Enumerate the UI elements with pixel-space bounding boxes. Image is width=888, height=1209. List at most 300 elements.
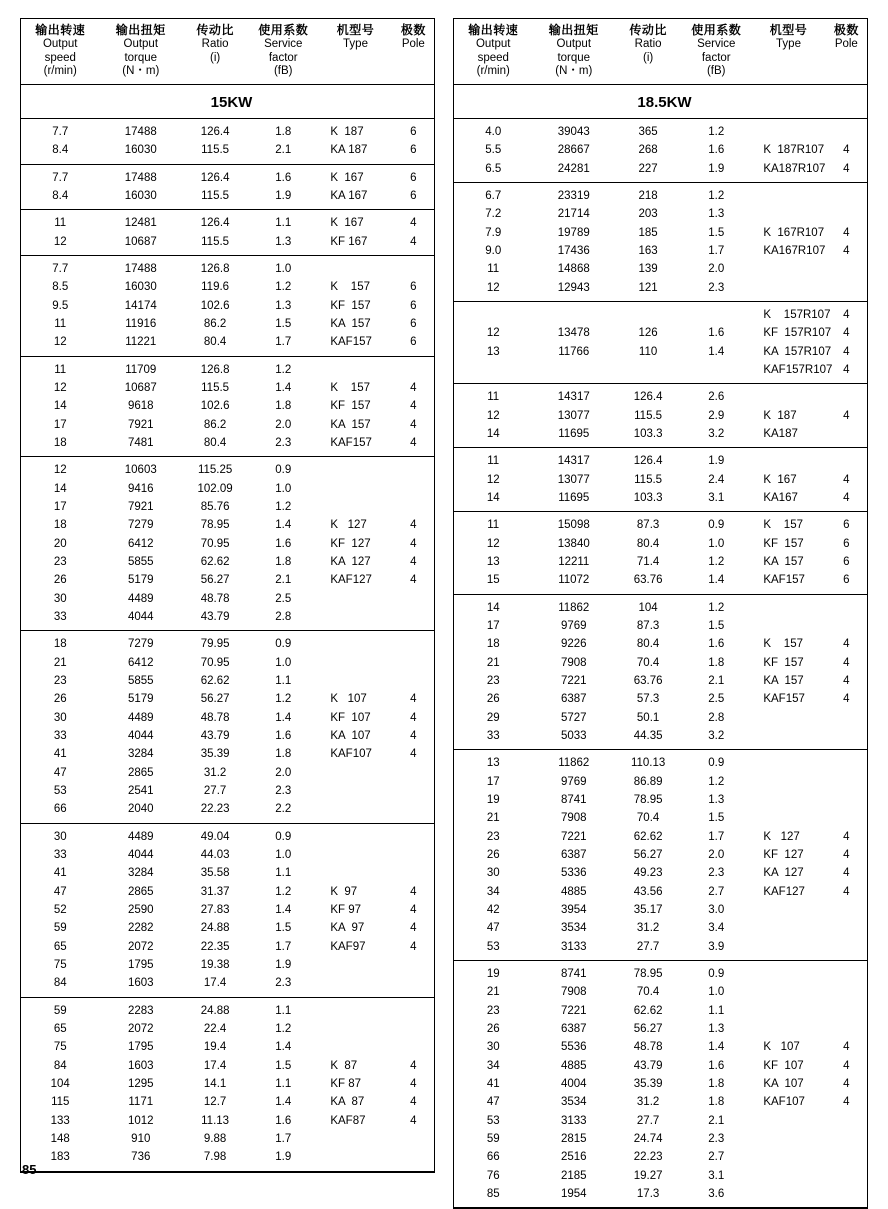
cell-service-factor: 1.6 [275,171,292,184]
cell-output-speed: 6.7 [485,190,502,203]
cell-output-torque: 4489 [127,830,154,843]
cell-output-speed: 30 [486,867,500,880]
cell-output-speed: 33 [53,848,67,861]
cell-output-speed: 11 [487,455,500,468]
cell-ratio: 103.3 [615,425,681,448]
cell-output-speed: 7.9 [485,226,502,239]
cell-output-speed: 47 [486,922,500,935]
cell-type [751,594,825,617]
right-table-container [453,18,868,1209]
table-row [21,938,434,956]
cell-pole: 4 [410,556,417,569]
table-row [454,512,867,535]
cell-ratio: 31.2 [636,1096,660,1109]
cell-pole: 4 [843,345,850,358]
cell-output-speed: 29 [486,711,500,724]
cell-service-factor: 1.3 [275,299,292,312]
cell-pole [826,1002,867,1020]
cell-output-torque: 4044 [127,729,154,742]
header-en-line1: Ratio [634,38,662,51]
table-row [454,901,867,919]
cell-type: KF 107 [330,711,371,724]
cell-service-factor: 2.8 [708,711,725,724]
cell-type: K 107 [763,1041,800,1054]
cell-output-speed: 12 [53,464,67,477]
table-row [454,425,867,448]
cell-ratio: 43.79 [633,1059,663,1072]
cell-output-torque: 6387 [560,693,587,706]
cell-output-speed: 18 [486,638,500,651]
cell-output-speed: 84 [53,1059,67,1072]
cell-output-torque: 17488 [124,263,157,276]
cell-service-factor: 1.2 [708,601,725,614]
table-row [21,535,434,553]
cell-output-speed: 7.2 [485,208,502,221]
table-row [21,883,434,901]
cell-ratio: 70.95 [200,656,230,669]
cell-type: KAF107 [763,1096,805,1109]
cell-type [318,864,392,882]
cell-type [751,791,825,809]
cell-ratio: 71.4 [636,556,660,569]
cell-service-factor: 1.9 [708,455,725,468]
table-row [21,480,434,498]
cell-service-factor: 1.6 [275,1114,292,1127]
cell-pole: 4 [826,361,867,384]
cell-ratio: 104 [638,601,658,614]
cell-output-torque: 2072 [127,1022,154,1035]
cell-ratio: 57.3 [636,693,660,706]
table-row [21,974,434,997]
cell-output-torque: 11695 [532,425,615,448]
cell-pole [826,279,867,302]
cell-pole: 4 [826,160,867,183]
cell-pole: 4 [843,1077,850,1090]
cell-output-speed [454,361,532,384]
cell-output-speed: 42 [486,903,500,916]
cell-pole [393,608,434,631]
cell-service-factor: 1.5 [708,620,725,633]
header-service-factor [248,19,318,84]
cell-pole: 4 [843,656,850,669]
cell-service-factor: 1.4 [275,903,292,916]
cell-service-factor: 1.8 [275,556,292,569]
cell-type [751,1112,825,1130]
cell-pole: 4 [843,1096,850,1109]
cell-pole: 4 [843,867,850,880]
table-row [454,1130,867,1148]
header-unit: (fB) [273,65,293,78]
cell-type: KA 157R107 [763,345,832,358]
cell-service-factor: 2.3 [708,867,725,880]
cell-pole [393,654,434,672]
table-row [21,164,434,187]
cell-pole: 4 [410,922,417,935]
cell-output-torque: 8741 [560,967,587,980]
cell-type [318,654,392,672]
cell-pole: 4 [410,382,417,395]
cell-type: KA 107 [763,1077,804,1090]
cell-ratio: 102.09 [197,482,233,495]
cell-output-torque: 736 [99,1148,182,1171]
cell-pole [826,960,867,983]
cell-pole [393,672,434,690]
cell-output-speed: 15 [454,571,532,594]
cell-ratio: 31.2 [203,766,227,779]
table-row [21,800,434,823]
cell-pole [393,864,434,882]
cell-ratio: 56.27 [633,1022,663,1035]
cell-type: KAF157R107 [751,361,825,384]
cell-service-factor: 1.2 [275,281,292,294]
cell-ratio: 31.2 [636,922,660,935]
cell-output-torque: 2865 [127,885,154,898]
header-output-torque [99,19,182,84]
cell-pole [826,1148,867,1166]
header-cn-label: 传动比 [629,23,667,37]
cell-type [751,960,825,983]
cell-output-speed: 7.7 [52,126,69,139]
cell-type: KA187R107 [751,160,825,183]
header-en-line1: Output [123,38,159,51]
cell-output-speed: 85 [454,1185,532,1208]
cell-service-factor: 1.2 [708,775,725,788]
cell-service-factor: 1.0 [708,986,725,999]
cell-pole: 4 [843,848,850,861]
cell-type: K 187 [330,126,364,139]
cell-pole: 4 [843,830,850,843]
table-row [454,750,867,773]
cell-service-factor: 1.7 [275,940,292,953]
cell-service-factor: 1.0 [275,848,292,861]
cell-pole [393,956,434,974]
cell-service-factor: 0.9 [708,967,725,980]
table-row [21,1020,434,1038]
cell-type: KAF87 [330,1114,366,1127]
cell-ratio: 22.35 [200,940,230,953]
header-en-line1: Output [42,38,78,51]
cell-pole: 6 [410,299,417,312]
cell-type [318,956,392,974]
cell-service-factor: 2.2 [248,800,318,823]
two-column-layout [20,18,868,1209]
cell-ratio: 17.4 [182,974,248,997]
table-row [454,938,867,961]
table-row [21,690,434,708]
table-row [21,823,434,846]
header-cn-label: 传动比 [196,23,234,37]
cell-pole [393,631,434,654]
cell-output-speed: 23 [486,675,500,687]
header-en-line1: Ratio [201,38,229,51]
table-row [454,983,867,1001]
cell-type: K 167 [330,171,364,184]
cell-pole: 4 [843,309,850,322]
cell-output-speed: 30 [53,711,67,724]
cell-output-torque: 12481 [124,217,157,230]
cell-output-torque: 7221 [560,830,587,843]
cell-ratio: 19.38 [200,958,230,971]
cell-ratio: 119.6 [201,281,230,294]
cell-ratio: 49.04 [200,830,230,843]
cell-service-factor: 2.3 [248,974,318,997]
table-row [454,535,867,553]
cell-type [318,608,392,631]
table-row [21,356,434,379]
table-row [454,343,867,361]
cell-pole [393,1038,434,1056]
header-cn-label: 极数 [833,23,859,37]
cell-service-factor: 1.2 [708,556,725,569]
cell-ratio: 63.76 [615,571,681,594]
cell-type: K 107 [330,693,367,706]
cell-output-speed: 6.5 [454,160,532,183]
cell-ratio: 70.4 [636,986,660,999]
cell-pole: 4 [410,1077,417,1090]
cell-ratio: 11.13 [201,1114,230,1127]
table-row [454,302,867,325]
cell-output-torque: 5179 [127,574,154,587]
cell-output-torque: 1012 [127,1114,154,1127]
table-row [21,516,434,534]
cell-type: KF 167 [318,233,392,256]
cell-output-speed: 34 [486,885,500,898]
cell-ratio: 115.25 [197,464,233,477]
cell-output-speed: 30 [53,592,67,605]
cell-type: KAF107 [330,748,372,761]
cell-output-torque: 7921 [127,418,154,431]
cell-service-factor: 2.1 [708,675,725,687]
cell-type [751,617,825,635]
cell-ratio: 102.6 [200,400,230,413]
cell-service-factor: 3.6 [681,1185,751,1208]
cell-pole [826,983,867,1001]
cell-output-speed: 47 [53,885,67,898]
table-row [21,997,434,1020]
cell-type: KA 87 [330,1096,365,1109]
table-row [454,553,867,571]
cell-output-torque [532,302,615,325]
cell-service-factor: 3.1 [681,489,751,512]
cell-ratio: 35.39 [633,1077,663,1090]
cell-service-factor: 1.2 [275,501,292,514]
header-unit: (r/min) [476,65,510,78]
cell-output-speed: 12 [486,473,500,486]
cell-output-speed [454,302,532,325]
cell-output-speed: 34 [486,1059,500,1072]
cell-pole [826,938,867,961]
cell-output-speed: 14 [53,400,67,413]
cell-output-torque: 11221 [99,333,182,356]
table-row [454,141,867,159]
cell-output-speed: 76 [486,1169,500,1182]
cell-output-speed: 19 [486,967,500,980]
cell-pole: 4 [393,434,434,457]
cell-output-torque: 2283 [127,1004,154,1017]
cell-output-speed: 17 [53,418,67,431]
table-row [454,654,867,672]
cell-output-torque: 2516 [560,1151,587,1164]
cell-type [751,1148,825,1166]
cell-output-speed: 66 [21,800,99,823]
cell-pole [393,1148,434,1171]
table-row [454,672,867,690]
cell-pole: 4 [843,226,850,239]
cell-service-factor: 1.5 [275,318,292,331]
cell-output-torque: 4489 [127,711,154,724]
power-rating-label: 18.5KW [454,84,867,118]
cell-pole: 4 [843,638,850,651]
cell-ratio: 80.4 [636,638,660,651]
table-row [454,791,867,809]
cell-service-factor: 1.4 [708,1041,725,1054]
header-en-line2: factor [701,51,731,64]
cell-service-factor: 1.8 [275,748,292,761]
cell-output-torque: 4885 [560,1059,587,1072]
cell-type [751,727,825,750]
cell-ratio: 48.78 [200,592,230,605]
cell-service-factor: 2.5 [275,592,292,605]
cell-pole [826,617,867,635]
cell-ratio: 27.7 [203,784,227,797]
cell-ratio: 126.4 [200,217,230,230]
table-row [21,571,434,589]
cell-output-torque: 21714 [557,208,590,221]
table-row [454,1038,867,1056]
cell-output-speed: 17 [486,775,500,788]
table-row [454,571,867,594]
cell-output-torque: 3133 [560,1114,587,1127]
cell-pole [826,448,867,471]
cell-output-torque: 12943 [532,279,615,302]
cell-type [751,448,825,471]
cell-output-speed: 53 [454,938,532,961]
cell-ratio: 78.95 [200,519,230,532]
cell-service-factor: 2.3 [248,434,318,457]
cell-ratio: 87.3 [636,519,660,532]
cell-output-torque: 1795 [127,1041,154,1054]
cell-type: KA 97 [330,922,365,935]
cell-type: KA 187 [318,141,392,164]
cell-output-speed: 52 [53,903,67,916]
header-unit: (N・m) [122,65,160,78]
cell-service-factor: 1.4 [708,345,725,358]
cell-output-speed: 4.0 [485,126,502,139]
cell-output-torque: 11766 [558,345,590,358]
table-row [21,498,434,516]
cell-pole: 4 [410,1059,417,1072]
cell-pole: 4 [843,885,850,898]
cell-output-speed: 23 [53,675,67,687]
cell-pole [393,800,434,823]
cell-pole: 6 [410,126,417,139]
cell-pole: 4 [843,245,850,258]
cell-pole: 6 [393,187,434,210]
cell-ratio: 44.35 [615,727,681,750]
cell-ratio: 87.3 [636,620,660,633]
table-row [21,297,434,315]
header-en-line2: torque [124,51,158,64]
cell-output-speed: 53 [486,1114,500,1127]
cell-pole: 6 [843,556,850,569]
cell-ratio: 50.1 [636,711,660,724]
header-unit: (r/min) [43,65,77,78]
cell-output-torque: 10603 [124,464,157,477]
cell-service-factor: 0.9 [275,464,292,477]
cell-output-torque: 2072 [127,940,154,953]
cell-output-torque: 9769 [560,775,587,788]
cell-service-factor: 1.6 [275,537,292,550]
cell-pole: 4 [410,519,417,532]
cell-output-speed: 66 [486,1151,500,1164]
cell-ratio: 27.83 [200,903,230,916]
cell-pole: 4 [843,327,850,340]
table-row [454,160,867,183]
table-row [21,434,434,457]
cell-ratio: 126.8 [200,363,230,376]
cell-ratio: 22.23 [182,800,248,823]
cell-output-torque: 2185 [560,1169,587,1182]
table-row [21,1057,434,1075]
cell-output-speed: 17 [486,620,500,633]
cell-ratio: 24.88 [200,1004,230,1017]
cell-output-torque: 24281 [532,160,615,183]
table-row [21,782,434,800]
cell-output-torque: 5336 [560,867,587,880]
cell-pole: 4 [410,693,417,706]
cell-service-factor: 1.8 [708,1077,725,1090]
cell-type [751,919,825,937]
table-row [454,773,867,791]
cell-service-factor: 0.9 [275,638,292,651]
cell-type [751,384,825,407]
cell-type: KA187 [751,425,825,448]
cell-output-torque: 4044 [99,608,182,631]
cell-type: KAF97 [330,940,366,953]
cell-ratio: 17.4 [203,1059,227,1072]
table-row [21,278,434,296]
cell-output-speed: 8.5 [52,281,69,294]
cell-service-factor: 2.7 [708,885,725,898]
cell-ratio: 85.76 [200,501,230,514]
table-row [21,727,434,745]
cell-output-speed: 47 [53,766,67,779]
header-en-line1: Pole [834,38,858,51]
header-cn-label: 输出扭矩 [548,23,599,37]
power-rating-row [454,84,867,118]
cell-service-factor: 2.0 [275,418,292,431]
cell-type: K 157 [763,638,803,651]
header-pole [826,19,867,84]
cell-pole [393,498,434,516]
cell-service-factor: 1.4 [275,1096,292,1109]
cell-output-torque: 10687 [124,382,157,395]
cell-output-torque: 7221 [560,675,587,687]
cell-service-factor: 1.5 [708,812,725,825]
cell-pole [826,594,867,617]
header-unit: (i) [209,51,221,64]
cell-pole: 4 [410,711,417,724]
table-row [21,901,434,919]
table-row [21,119,434,142]
cell-output-torque: 9618 [127,400,154,413]
cell-output-speed: 18 [21,434,99,457]
cell-type: KA 157 [763,556,804,569]
cell-pole [826,119,867,142]
table-row [21,1130,434,1148]
table-row [454,883,867,901]
cell-ratio: 102.6 [200,299,230,312]
